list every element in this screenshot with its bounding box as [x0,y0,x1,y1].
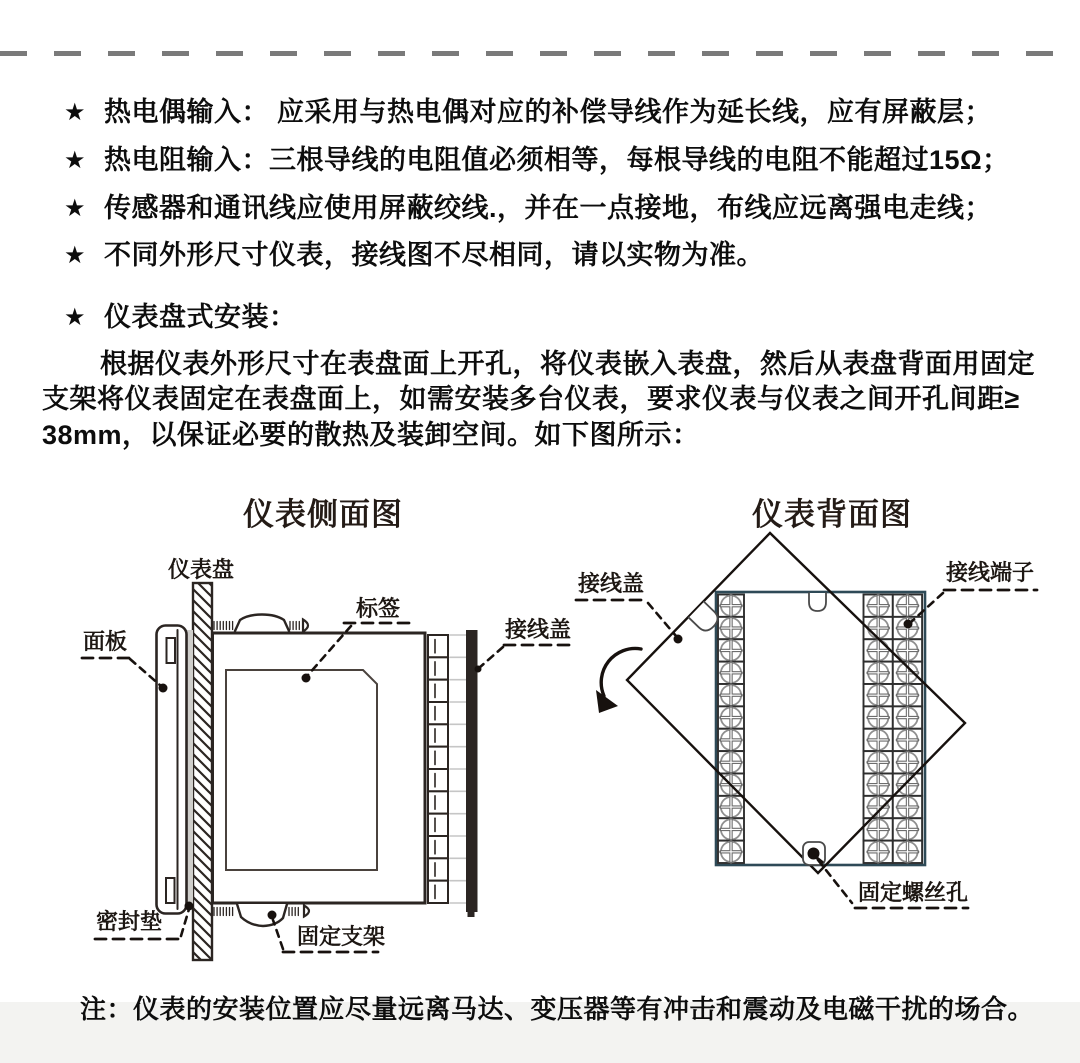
bullet-item [64,192,992,225]
section-heading-panel-mount [64,301,297,334]
side-label-bracket: 固定支架 [297,924,386,949]
install-paragraph [42,347,1050,453]
side-view-diagram [82,557,576,960]
screw-thread [214,622,233,630]
star-icon: ★ [64,195,86,222]
side-label-gasket: 密封垫 [96,909,163,934]
paragraph-line: 38mm，以保证必要的散热及装卸空间。如下图所示： [42,419,700,450]
back-view-title: 仪表背面图 [752,497,912,532]
star-icon: ★ [64,242,86,269]
bullet-text: 不同外形尺寸仪表，接线图不尽相同，请以实物为准。 [104,240,764,270]
terminal-strip [428,635,466,903]
installation-diagrams [40,525,1050,975]
front-bezel [157,626,187,914]
fixing-screw-hole [803,842,825,865]
paragraph-line: 根据仪表外形尺寸在表盘面上开孔，将仪表嵌入表盘，然后从表盘背面用固定 [100,349,1035,379]
back-label-terminal: 接线端子 [946,560,1035,585]
screw-thread [290,622,299,630]
dashed-separator [0,51,1080,56]
section-title: 仪表盘式安装： [104,302,297,332]
star-icon: ★ [64,99,86,126]
side-label-panel-board: 仪表盘 [168,557,235,582]
label-area [226,670,377,870]
terminal-cover-bar [466,630,478,912]
star-icon: ★ [64,304,86,331]
bullet-text: 传感器和通讯线应使用屏蔽绞线.，并在一点接地，布线应远离强电走线； [104,193,992,223]
back-view-diagram [576,533,1037,908]
screw-head [304,906,309,917]
rotation-arrow-icon [596,649,641,713]
side-label-front-panel: 面板 [83,629,128,654]
back-label-terminal-cover: 接线盖 [578,571,645,596]
paragraph-line: 支架将仪表固定在表盘面上，如需安装多台仪表，要求仪表与仪表之间开孔间距≥ [42,384,1020,415]
bullet-text: 热电阻输入：三根导线的电阻值必须相等，每根导线的电阻不能超过15Ω； [104,145,1010,175]
bullet-item [64,239,764,272]
screw-head [303,620,308,632]
side-label-terminal-cover: 接线盖 [505,617,572,642]
side-view-title: 仪表侧面图 [243,497,403,532]
screw-thread [214,908,233,916]
side-label-tag: 标签 [356,596,401,621]
screw-thread [289,908,298,916]
bottom-note: 注：仪表的安装位置应尽量远离马达、变压器等有冲击和震动及电磁干扰的场合。 [80,994,1035,1024]
top-bracket [214,615,308,632]
bottom-bracket [214,904,309,926]
bullet-item [64,96,992,129]
mounting-panel [193,583,212,960]
bullet-item [64,144,1010,177]
star-icon: ★ [64,147,86,174]
bullet-text: 热电偶输入： 应采用与热电偶对应的补偿导线作为延长线，应有屏蔽层； [104,97,992,127]
back-label-screw-hole: 固定螺丝孔 [858,880,969,905]
top-tab [809,593,826,611]
